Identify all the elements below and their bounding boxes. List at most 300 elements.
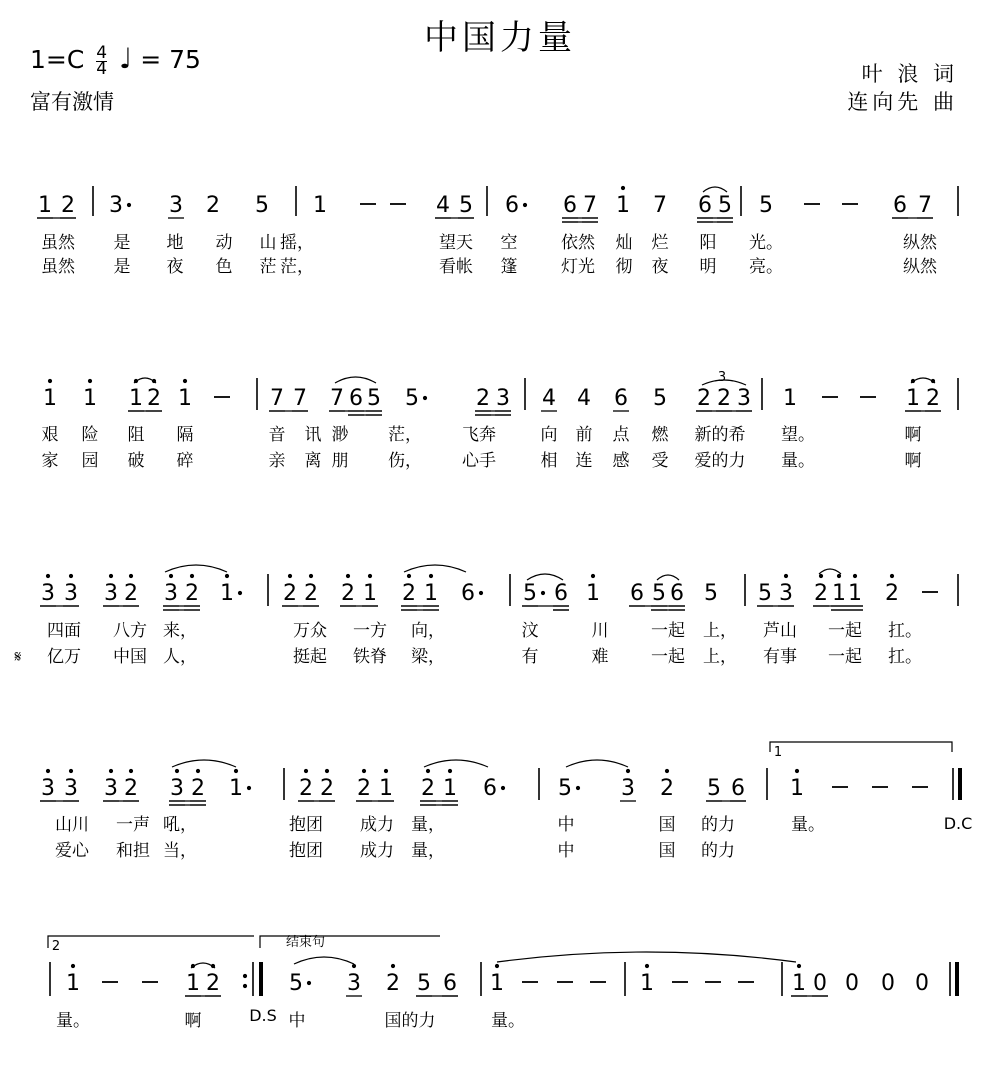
lyric-syllable: 茫	[259, 257, 277, 277]
note-digit: 5	[558, 776, 572, 801]
augmentation-dot	[523, 203, 527, 207]
note-digit: 2	[124, 776, 138, 801]
note-digit: 2	[124, 581, 138, 606]
lyric-syllable: 夜	[166, 257, 184, 277]
lyric-syllable: 来，	[163, 621, 197, 641]
lyric-syllable: 动	[215, 233, 233, 253]
lyric-syllable: 受	[651, 451, 669, 471]
tempo-value: = 75	[140, 45, 201, 74]
note-digit: 2	[476, 386, 490, 411]
lyric-syllable: 量，	[411, 841, 445, 861]
lyric-syllable: 彻	[615, 257, 633, 277]
note-digit: 6	[670, 581, 684, 606]
lyric-syllable: 破	[127, 451, 145, 471]
lyric-syllable: 一起	[651, 647, 685, 667]
note-digit: 1	[220, 581, 234, 606]
slur	[294, 957, 354, 964]
note-digit: 1	[424, 581, 438, 606]
note-digit: 2	[61, 193, 75, 218]
note-digit: 3	[737, 386, 751, 411]
lyric-syllable: 万众	[293, 621, 327, 641]
note-digit: 2	[660, 776, 674, 801]
augmentation-dot	[576, 786, 580, 790]
high-octave-dot	[426, 769, 430, 773]
note-digit: 3	[64, 776, 78, 801]
note-digit: 7	[583, 193, 597, 218]
note-digit: 0	[813, 971, 827, 996]
high-octave-dot	[309, 574, 313, 578]
note-digit: 3	[164, 581, 178, 606]
time-numerator: 4	[96, 42, 108, 63]
high-octave-dot	[645, 964, 649, 968]
high-octave-dot	[46, 574, 50, 578]
note-digit: 3	[779, 581, 793, 606]
note-digit: 1	[363, 581, 377, 606]
high-octave-dot	[109, 574, 113, 578]
high-octave-dot	[175, 769, 179, 773]
lyric-syllable: 中	[557, 815, 575, 835]
slur	[335, 377, 376, 383]
high-octave-dot	[784, 574, 788, 578]
note-digit: 2	[191, 776, 205, 801]
lyric-syllable: 有	[521, 647, 539, 667]
high-octave-dot	[890, 574, 894, 578]
lyric-syllable: 篷	[500, 257, 518, 277]
high-octave-dot	[665, 769, 669, 773]
high-octave-dot	[69, 769, 73, 773]
note-digit: 7	[270, 386, 284, 411]
high-octave-dot	[346, 574, 350, 578]
lyric-syllable: 茫，	[388, 425, 422, 445]
lyric-syllable: 国	[658, 841, 676, 861]
lyric-syllable: 一起	[828, 647, 862, 667]
first-ending-bracket	[770, 742, 952, 752]
note-digit: 1	[38, 193, 52, 218]
note-digit: 5	[758, 581, 772, 606]
note-digit: 4	[542, 386, 556, 411]
note-digit: 6	[554, 581, 568, 606]
lyric-syllable: 和担	[116, 841, 150, 861]
note-digit: 1	[178, 386, 192, 411]
lyric-syllable: 灯光	[561, 257, 595, 277]
lyric-syllable: 铁脊	[353, 647, 387, 667]
high-octave-dot	[352, 964, 356, 968]
high-octave-dot	[391, 964, 395, 968]
lyric-syllable: 扛。	[888, 647, 922, 667]
lyric-syllable: 量。	[491, 1011, 525, 1031]
lyric-syllable: 茫，	[280, 257, 314, 277]
high-octave-dot	[325, 769, 329, 773]
lyric-syllable: 连	[575, 451, 593, 471]
note-digit: 1	[379, 776, 393, 801]
note-digit: 7	[918, 193, 932, 218]
note-digit: 3	[41, 581, 55, 606]
lyric-syllable: 色	[215, 257, 233, 277]
high-octave-dot	[795, 769, 799, 773]
lyric-syllable: 点	[612, 425, 630, 445]
note-digit: 6	[349, 386, 363, 411]
lyric-syllable: 挺起	[293, 647, 327, 667]
high-octave-dot	[621, 186, 625, 190]
slur	[657, 575, 679, 580]
lyric-syllable: 扛。	[888, 621, 922, 641]
high-octave-dot	[407, 574, 411, 578]
note-digit: 3	[347, 971, 361, 996]
lyric-syllable: 是	[113, 233, 131, 253]
lyric-syllable: 一声	[116, 815, 150, 835]
lyric-syllable: 新的希	[694, 425, 746, 445]
lyric-syllable: 量。	[781, 451, 815, 471]
lyric-syllable: 艰	[41, 425, 59, 445]
note-digit: 6	[893, 193, 907, 218]
note-digit: 2	[717, 386, 731, 411]
note-digit: 1	[906, 386, 920, 411]
note-digit: 7	[653, 193, 667, 218]
note-digit: 4	[436, 193, 450, 218]
lyric-syllable: 汶	[521, 621, 539, 641]
lyric-syllable: 灿	[615, 233, 633, 253]
lyric-syllable: 纵然	[903, 257, 937, 277]
lyric-syllable: 人，	[163, 647, 197, 667]
lyric-syllable: 感	[612, 451, 630, 471]
lyric-syllable: 中	[288, 1011, 306, 1031]
lyric-syllable: 虽然	[41, 257, 75, 277]
high-octave-dot	[495, 964, 499, 968]
high-octave-dot	[169, 574, 173, 578]
lyric-syllable: 中	[557, 841, 575, 861]
note-digit: 3	[104, 581, 118, 606]
note-digit: 4	[577, 386, 591, 411]
note-digit: 2	[320, 776, 334, 801]
lyric-syllable: 抱团	[289, 815, 323, 835]
note-digit: 3	[41, 776, 55, 801]
lyricist-credit: 叶 浪 词	[861, 62, 958, 86]
lyric-syllable: 家	[41, 451, 59, 471]
note-digit: 3	[169, 193, 183, 218]
lyric-syllable: 四面	[47, 621, 81, 641]
lyric-syllable: 阻	[127, 425, 145, 445]
lyric-syllable: 渺	[331, 425, 349, 445]
lyric-syllable: 碎	[176, 451, 194, 471]
note-digit: 2	[185, 581, 199, 606]
lyric-syllable: 隔	[176, 425, 194, 445]
note-digit: 5	[367, 386, 381, 411]
augmentation-dot	[501, 786, 505, 790]
lyric-syllable: 燃	[651, 425, 669, 445]
lyric-syllable: 相	[540, 451, 558, 471]
note-digit: 2	[206, 193, 220, 218]
lyric-syllable: 望。	[781, 425, 815, 445]
high-octave-dot	[196, 769, 200, 773]
lyric-syllable: 有事	[763, 647, 797, 667]
note-digit: 5	[652, 581, 666, 606]
high-octave-dot	[69, 574, 73, 578]
note-digit: 1	[640, 971, 654, 996]
high-octave-dot	[448, 769, 452, 773]
lyric-syllable: 量。	[56, 1011, 90, 1031]
high-octave-dot	[837, 574, 841, 578]
high-octave-dot	[384, 769, 388, 773]
lyric-syllable: 朋	[331, 451, 349, 471]
note-digit: 2	[421, 776, 435, 801]
note-digit: 2	[304, 581, 318, 606]
high-octave-dot	[71, 964, 75, 968]
lyric-syllable: 爱的力	[694, 451, 746, 471]
long-tie	[497, 952, 796, 962]
lyric-syllable: 心手	[462, 451, 496, 471]
note-digit: 2	[357, 776, 371, 801]
note-digit: 6	[614, 386, 628, 411]
note-digit: 2	[885, 581, 899, 606]
lyric-syllable: 园	[81, 451, 99, 471]
note-digit: 0	[915, 971, 929, 996]
note-digit: 5	[289, 971, 303, 996]
dal-segno-mark: D.S	[249, 1006, 277, 1025]
lyric-syllable: 爱心	[55, 841, 89, 861]
note-digit: 6	[505, 193, 519, 218]
high-octave-dot	[853, 574, 857, 578]
slur	[172, 760, 236, 767]
augmentation-dot	[307, 981, 311, 985]
note-digit: 3	[621, 776, 635, 801]
lyric-syllable: 的力	[701, 815, 735, 835]
note-digit: 5	[707, 776, 721, 801]
composer-credit: 连向先 曲	[847, 90, 958, 114]
song-title: 中国力量	[424, 18, 576, 58]
lyric-syllable: 空	[500, 233, 518, 253]
slur	[819, 569, 841, 574]
high-octave-dot	[183, 379, 187, 383]
lyric-syllable: 一起	[651, 621, 685, 641]
slur	[527, 574, 563, 580]
note-digit: 1	[490, 971, 504, 996]
lyric-syllable: 国	[658, 815, 676, 835]
coda-phrase-label: 结束句	[286, 935, 326, 950]
note-digit: 0	[881, 971, 895, 996]
note-digit: 2	[402, 581, 416, 606]
augmentation-dot	[247, 786, 251, 790]
lyric-syllable: 成力	[360, 815, 394, 835]
note-digit: 1	[616, 193, 630, 218]
note-digit: 3	[496, 386, 510, 411]
note-digit: 5	[405, 386, 419, 411]
note-digit: 1	[229, 776, 243, 801]
lyric-syllable: 量。	[791, 815, 825, 835]
note-digit: 5	[653, 386, 667, 411]
triplet-mark: 3	[717, 370, 727, 385]
high-octave-dot	[129, 769, 133, 773]
augmentation-dot	[479, 591, 483, 595]
lyric-syllable: 摇，	[280, 233, 314, 253]
note-digit: 3	[64, 581, 78, 606]
lyric-syllable: 国的力	[384, 1011, 436, 1031]
note-digit: 6	[443, 971, 457, 996]
augmentation-dot	[127, 203, 131, 207]
lyric-syllable: 芦山	[763, 621, 797, 641]
lyric-syllable: 川	[591, 621, 609, 641]
slur	[424, 760, 488, 767]
augmentation-dot	[541, 591, 545, 595]
high-octave-dot	[591, 574, 595, 578]
high-octave-dot	[288, 574, 292, 578]
note-digit: 2	[386, 971, 400, 996]
lyric-syllable: 烂	[651, 233, 669, 253]
note-digit: 5	[459, 193, 473, 218]
lyric-syllable: 望天	[439, 233, 473, 253]
note-digit: 1	[313, 193, 327, 218]
note-digit: 6	[563, 193, 577, 218]
lyric-syllable: 讯	[304, 425, 322, 445]
note-digit: 1	[586, 581, 600, 606]
note-digit: 5	[255, 193, 269, 218]
note-digit: 2	[299, 776, 313, 801]
ending-2-number: 2	[51, 939, 61, 954]
repeat-dot	[243, 974, 247, 978]
slur	[566, 760, 628, 767]
note-digit: 3	[109, 193, 123, 218]
lyric-syllable: 啊	[184, 1011, 202, 1031]
score-layer	[15, 186, 973, 1031]
note-digit: 5	[417, 971, 431, 996]
note-digit: 2	[283, 581, 297, 606]
high-octave-dot	[129, 574, 133, 578]
note-digit: 1	[832, 581, 846, 606]
high-octave-dot	[797, 964, 801, 968]
lyric-syllable: 看帐	[439, 257, 473, 277]
note-digit: 1	[443, 776, 457, 801]
lyric-syllable: 成力	[360, 841, 394, 861]
lyric-syllable: 向	[540, 425, 558, 445]
lyric-syllable: 夜	[651, 257, 669, 277]
augmentation-dot	[238, 591, 242, 595]
note-digit: 5	[704, 581, 718, 606]
note-digit: 1	[783, 386, 797, 411]
lyric-syllable: 阳	[699, 233, 717, 253]
expression-mark: 富有激情	[30, 90, 114, 114]
lyric-syllable: 虽然	[41, 233, 75, 253]
high-octave-dot	[190, 574, 194, 578]
second-ending-bracket	[48, 936, 254, 948]
note-digit: 1	[43, 386, 57, 411]
time-denominator: 4	[96, 58, 108, 79]
note-digit: 1	[129, 386, 143, 411]
high-octave-dot	[362, 769, 366, 773]
note-digit: 0	[845, 971, 859, 996]
slur	[404, 565, 466, 572]
note-digit: 2	[206, 971, 220, 996]
note-digit: 2	[926, 386, 940, 411]
lyric-syllable: 是	[113, 257, 131, 277]
note-digit: 3	[104, 776, 118, 801]
note-digit: 6	[731, 776, 745, 801]
lyric-syllable: 上，	[703, 647, 737, 667]
lyric-syllable: 八方	[113, 621, 147, 641]
high-octave-dot	[109, 769, 113, 773]
lyric-syllable: 量，	[411, 815, 445, 835]
note-digit: 6	[698, 193, 712, 218]
lyric-syllable: 向，	[411, 621, 445, 641]
note-digit: 7	[330, 386, 344, 411]
note-digit: 2	[147, 386, 161, 411]
note-digit: 5	[523, 581, 537, 606]
note-digit: 5	[718, 193, 732, 218]
lyric-syllable: 亮。	[749, 257, 783, 277]
note-digit: 2	[341, 581, 355, 606]
high-octave-dot	[225, 574, 229, 578]
slur	[703, 187, 727, 192]
augmentation-dot	[423, 396, 427, 400]
key-signature: 1=C	[30, 45, 85, 74]
lyric-syllable: 上，	[703, 621, 737, 641]
lyric-syllable: 光。	[749, 233, 783, 253]
high-octave-dot	[626, 769, 630, 773]
note-digit: 3	[170, 776, 184, 801]
high-octave-dot	[304, 769, 308, 773]
note-digit: 6	[630, 581, 644, 606]
quarter-note-icon: ♩	[119, 42, 133, 75]
note-digit: 1	[792, 971, 806, 996]
lyric-syllable: 亿万	[47, 647, 81, 667]
note-digit: 5	[759, 193, 773, 218]
lyric-syllable: 难	[591, 647, 609, 667]
slur	[165, 565, 227, 572]
lyric-syllable: 音	[268, 425, 286, 445]
note-digit: 1	[186, 971, 200, 996]
lyric-syllable: 纵然	[903, 233, 937, 253]
ending-1-number: 1	[773, 745, 783, 760]
high-octave-dot	[88, 379, 92, 383]
lyric-syllable: 明	[699, 257, 717, 277]
lyric-syllable: 依然	[561, 233, 595, 253]
lyric-syllable: 山川	[55, 815, 89, 835]
high-octave-dot	[46, 769, 50, 773]
note-digit: 2	[697, 386, 711, 411]
high-octave-dot	[234, 769, 238, 773]
high-octave-dot	[48, 379, 52, 383]
note-digit: 1	[66, 971, 80, 996]
lyric-syllable: 伤，	[388, 451, 422, 471]
lyric-syllable: 飞奔	[462, 425, 496, 445]
da-capo-mark: D.C	[943, 814, 973, 833]
lyric-syllable: 险	[81, 425, 99, 445]
note-digit: 7	[293, 386, 307, 411]
high-octave-dot	[429, 574, 433, 578]
lyric-syllable: 一起	[828, 621, 862, 641]
note-digit: 6	[461, 581, 475, 606]
note-digit: 6	[483, 776, 497, 801]
lyric-syllable: 啊	[904, 451, 922, 471]
high-octave-dot	[368, 574, 372, 578]
lyric-syllable: 中国	[113, 647, 147, 667]
lyric-syllable: 的力	[701, 841, 735, 861]
lyric-syllable: 亲	[268, 451, 286, 471]
lyric-syllable: 抱团	[289, 841, 323, 861]
lyric-syllable: 一方	[353, 621, 387, 641]
lyric-syllable: 山	[259, 233, 277, 253]
note-digit: 1	[790, 776, 804, 801]
lyric-syllable: 啊	[904, 425, 922, 445]
lyric-syllable: 梁，	[411, 647, 445, 667]
lyric-syllable: 当，	[163, 841, 197, 861]
repeat-dot	[243, 984, 247, 988]
high-octave-dot	[819, 574, 823, 578]
segno-sign: 𝄋	[14, 647, 22, 666]
lyric-syllable: 前	[575, 425, 593, 445]
lyric-syllable: 地	[166, 233, 184, 253]
note-digit: 1	[83, 386, 97, 411]
lyric-syllable: 吼，	[163, 815, 197, 835]
note-digit: 2	[814, 581, 828, 606]
